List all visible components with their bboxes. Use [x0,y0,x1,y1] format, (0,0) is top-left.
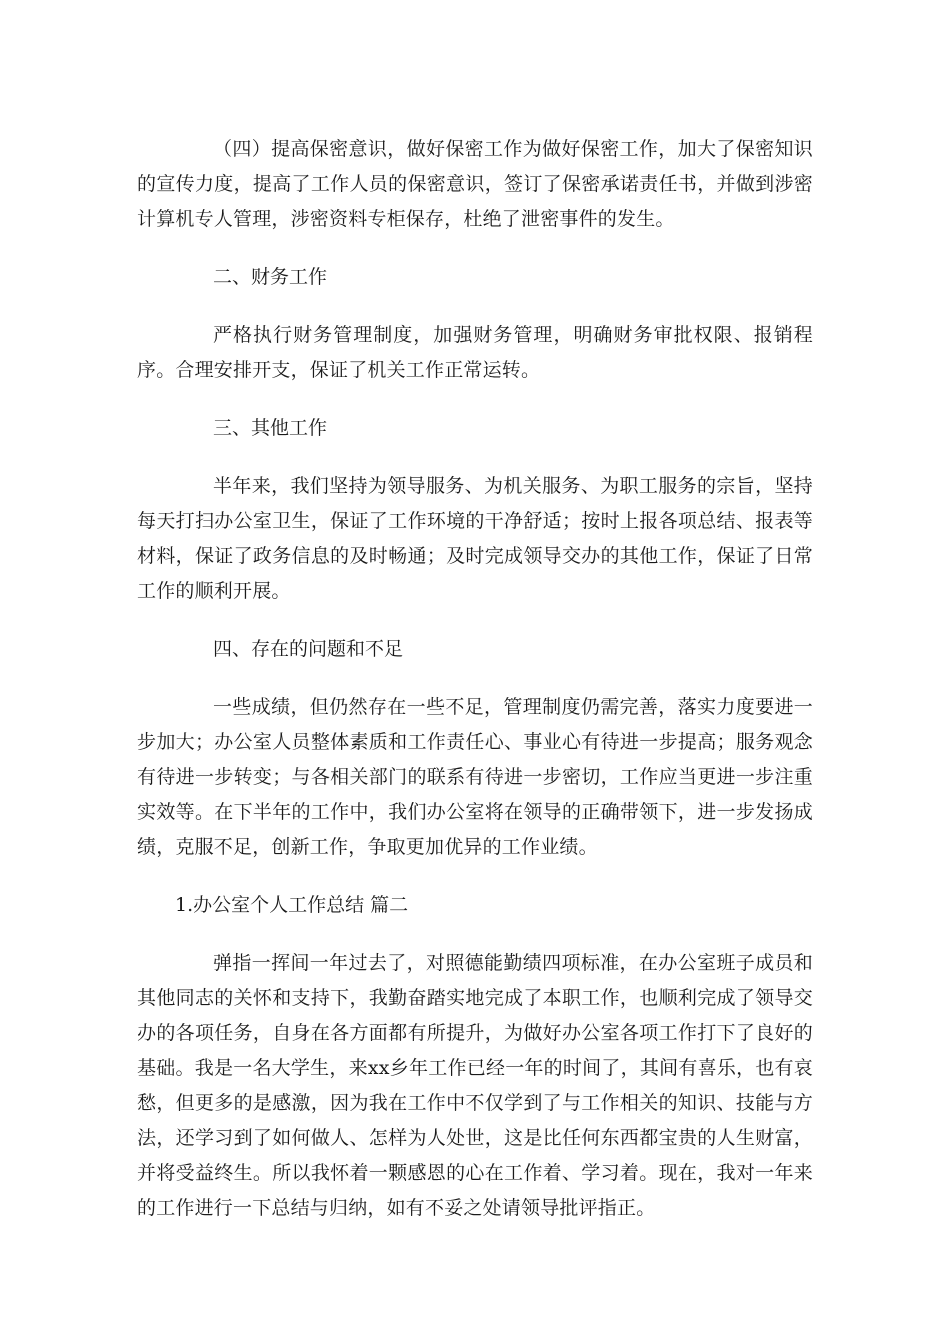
paragraph-other-work: 半年来，我们坚持为领导服务、为机关服务、为职工服务的宗旨，坚持每天打扫办公室卫生，保证了工作环境的干净舒适；按时上报各项总结、报表等材料，保证了政务信息的及时畅通；及时完成领导交办的其他工作，保证了日常工作的顺利开展。 [137,475,813,602]
paragraph-finance: 严格执行财务管理制度，加强财务管理，明确财务审批权限、报销程序。合理安排开支，保证了机关工作正常运转。 [137,324,813,381]
paragraph-confidentiality: （四）提高保密意识，做好保密工作为做好保密工作，加大了保密知识的宣传力度，提高了工作人员的保密意识，签订了保密承诺责任书，并做到涉密计算机专人管理，涉密资料专柜保存，杜绝了泄密事件的发生。 [137,138,813,230]
document-body [137,132,813,1249]
section-title-part-two: 1.办公室个人工作总结 篇二 [175,894,409,916]
heading-other-work: 三、其他工作 [213,417,328,439]
heading-finance: 二、财务工作 [213,266,328,288]
heading-problems: 四、存在的问题和不足 [213,638,404,660]
paragraph-problems: 一些成绩，但仍然存在一些不足，管理制度仍需完善，落实力度要进一步加大；办公室人员整体素质和工作责任心、事业心有待进一步提高；服务观念有待进一步转变；与各相关部门的联系有待进一步密切，工作应当更进一步注重实效等。在下半年的工作中，我们办公室将在领导的正确带领下，进一步发扬成绩，克服不足，创新工作，争取更加优异的工作业绩。 [137,696,813,858]
paragraph-annual-summary: 弹指一挥间一年过去了，对照德能勤绩四项标准，在办公室班子成员和其他同志的关怀和支持下，我勤奋踏实地完成了本职工作，也顺利完成了领导交办的各项任务，自身在各方面都有所提升，为做好办公室各项工作打下了良好的基础。我是一名大学生，来xx乡年工作已经一年的时间了，其间有喜乐，也有哀愁，但更多的是感激，因为我在工作中不仅学到了与工作相关的知识、技能与方法，还学习到了如何做人、怎样为人处世，这是比任何东西都宝贵的人生财富，并将受益终生。所以我怀着一颗感恩的心在工作着、学习着。现在，我对一年来的工作进行一下总结与归纳，如有不妥之处请领导批评指正。 [137,952,813,1219]
